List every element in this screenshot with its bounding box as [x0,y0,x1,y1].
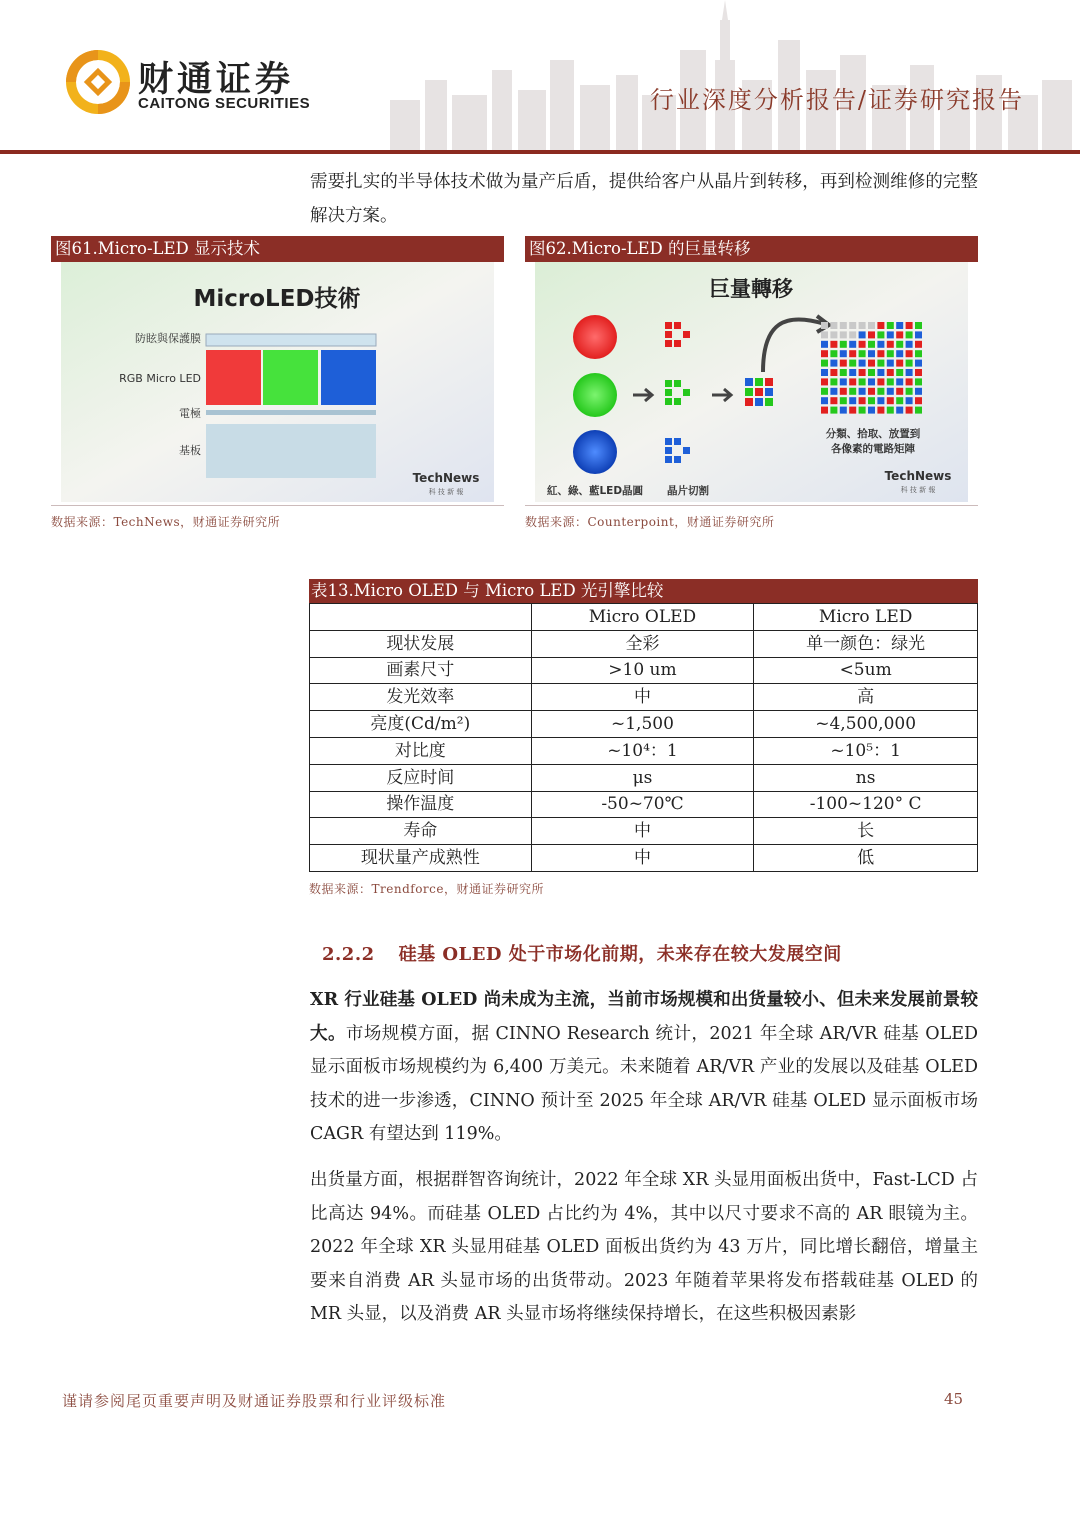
figure-61-image [51,262,504,506]
matrix-pixel [849,397,856,404]
matrix-pixel [868,322,875,329]
table-cell: ns [754,764,978,791]
matrix-pixel [896,360,903,367]
matrix-pixel [915,322,922,329]
label-substrate: 基板 [179,444,201,457]
technews-watermark-sub: 科 技 新 報 [428,488,464,496]
figure-61 [51,262,504,506]
matrix-pixel [915,407,922,414]
matrix-pixel [877,378,884,385]
figure-62-source: 数据来源：Counterpoint，财通证券研究所 [525,515,775,529]
intro-paragraph: 需要扎实的半导体技术做为量产后盾，提供给客户从晶片到转移，再到检测维修的完整解决方案。 [310,172,978,226]
matrix-pixel [877,397,884,404]
table-cell: <5um [754,657,978,684]
brand-name-en: CAITONG SECURITIES [138,95,311,112]
table-cell: ~1,500 [531,711,754,738]
matrix-pixel [859,341,866,348]
table-row [310,711,978,738]
matrix-pixel [849,378,856,385]
matrix-pixel [877,350,884,357]
matrix-pixel [849,388,856,395]
table-cell: 低 [754,845,978,872]
technews-watermark: TechNews [412,471,480,485]
table-row [310,845,978,872]
table-header-row [310,604,978,631]
matrix-pixel [859,360,866,367]
table-cell: 画素尺寸 [310,657,532,684]
figure-62-title: 图62.Micro-LED 的巨量转移 [525,236,978,262]
matrix-pixel [840,322,847,329]
figure-62-image [525,262,978,506]
matrix-pixel [868,350,875,357]
matrix-pixel [840,341,847,348]
matrix-pixel [830,341,837,348]
matrix-pixel [906,397,913,404]
table-cell: 操作温度 [310,791,532,818]
table-cell: ~4,500,000 [754,711,978,738]
table-cell: 高 [754,684,978,711]
header-divider [0,150,1080,154]
matrix-pixel [896,397,903,404]
matrix-pixel [906,350,913,357]
matrix-pixel [840,369,847,376]
table-cell: 长 [754,818,978,845]
matrix-pixel [896,388,903,395]
matrix-pixel [906,360,913,367]
matrix-pixel [830,369,837,376]
table-row [310,684,978,711]
table-row [310,630,978,657]
technews-watermark-sub: 科 技 新 報 [900,486,936,494]
matrix-pixel [821,350,828,357]
matrix-pixel [868,388,875,395]
caption-left: 紅、綠、藍LED晶圓 [546,485,644,497]
table-row [310,791,978,818]
matrix-pixel [915,378,922,385]
matrix-pixel [887,369,894,376]
matrix-pixel [887,331,894,338]
fig62-heading: 巨量轉移 [709,277,793,301]
comparison-table [309,603,978,872]
table-cell: >10 um [531,657,754,684]
table-cell [310,604,532,631]
table-cell: 亮度(Cd/m²) [310,711,532,738]
section-number: 2.2.2 [322,944,375,965]
matrix-pixel [859,350,866,357]
matrix-pixel [840,397,847,404]
matrix-pixel [915,341,922,348]
matrix-pixel [915,388,922,395]
matrix-pixel [868,331,875,338]
matrix-pixel [887,350,894,357]
figure-61-source: 数据来源：TechNews，财通证券研究所 [51,515,281,529]
paragraph-1-body: 市场规模方面，据 CINNO Research 统计，2021 年全球 AR/VR 硅基 OLED 显示面板市场规模约为 6,400 万美元。未来随着 AR/VR 产业的发展以及硅基 OLED 技术的进一步渗透，CINNO 预计至 2025 年全球 AR/VR 硅基 OLED 显示面板市场 CAGR 有望达到 119%。 [310,1023,979,1144]
matrix-pixel [821,388,828,395]
matrix-pixel [887,341,894,348]
matrix-pixel [821,331,828,338]
table-cell: 反应时间 [310,764,532,791]
label-electrode: 電極 [179,407,201,420]
city-skyline-decoration [380,0,1080,150]
substrate-layer [206,424,376,478]
matrix-pixel [868,369,875,376]
paragraph-1-lead: XR 行业硅基 OLED 尚未成为主流，当前市场规模和出货量较小、但未来发展前景较大。 [310,990,978,1044]
matrix-pixel [915,369,922,376]
matrix-pixel [896,341,903,348]
table-cell: 中 [531,684,754,711]
matrix-pixel [849,341,856,348]
technews-watermark: TechNews [884,469,952,483]
matrix-pixel [906,388,913,395]
matrix-pixel [830,322,837,329]
matrix-pixel [868,341,875,348]
matrix-pixel [877,407,884,414]
matrix-pixel [849,369,856,376]
section-title: 硅基 OLED 处于市场化前期，未来存在较大发展空间 [398,944,842,965]
brand-name-cn: 财通证券 [138,60,295,100]
matrix-pixel [887,378,894,385]
label-rgb: RGB Micro LED [119,372,201,385]
table-cell: 对比度 [310,737,532,764]
fig61-heading: MicroLED技術 [193,286,361,312]
matrix-pixel [877,322,884,329]
table-cell: -50~70℃ [531,791,754,818]
green-wafer [573,373,617,417]
matrix-pixel [849,322,856,329]
matrix-pixel [821,407,828,414]
matrix-pixel [821,322,828,329]
table-cell: ~10⁵：1 [754,737,978,764]
matrix-pixel [906,331,913,338]
section-heading [322,940,842,966]
green-led [263,350,318,405]
matrix-pixel [840,388,847,395]
matrix-pixel [877,331,884,338]
table-cell: 全彩 [531,630,754,657]
matrix-pixel [896,322,903,329]
matrix-pixel [906,407,913,414]
label-film: 防眩與保護膜 [135,332,201,345]
matrix-pixel [859,322,866,329]
matrix-pixel [896,331,903,338]
table-cell: 寿命 [310,818,532,845]
matrix-pixel [887,322,894,329]
matrix-pixel [830,378,837,385]
matrix-pixel [915,397,922,404]
matrix-pixel [830,388,837,395]
matrix-pixel [821,369,828,376]
table-cell: μs [531,764,754,791]
matrix-pixel [830,360,837,367]
matrix-pixel [915,360,922,367]
matrix-pixel [859,331,866,338]
table-cell: 发光效率 [310,684,532,711]
matrix-pixel [915,331,922,338]
matrix-pixel [840,378,847,385]
table-row [310,657,978,684]
table-cell: -100~120° C [754,791,978,818]
page-header [0,0,1080,156]
blue-led [321,350,376,405]
table-cell: 单一颜色：绿光 [754,630,978,657]
matrix-pixel [887,360,894,367]
report-type: 行业深度分析报告/证券研究报告 [649,86,1024,114]
matrix-pixel [877,388,884,395]
matrix-pixel [830,407,837,414]
paragraph-1 [310,984,978,1152]
matrix-pixel [830,350,837,357]
matrix-pixel [859,407,866,414]
table-row [310,764,978,791]
matrix-pixel [821,378,828,385]
matrix-pixel [840,407,847,414]
matrix-pixel [859,369,866,376]
table-cell: 中 [531,845,754,872]
matrix-pixel [868,378,875,385]
mixed-chips [745,378,773,406]
page-number: 45 [944,1390,964,1408]
matrix-pixel [896,407,903,414]
matrix-pixel [906,341,913,348]
table-cell: Micro OLED [531,604,754,631]
red-wafer [573,315,617,359]
matrix-pixel [830,331,837,338]
footer-disclaimer: 谨请参阅尾页重要声明及财通证券股票和行业评级标准 [62,1392,447,1410]
table-cell: 现状发展 [310,630,532,657]
matrix-pixel [868,397,875,404]
matrix-pixel [906,369,913,376]
blue-wafer [573,430,617,474]
table-cell: 现状量产成熟性 [310,845,532,872]
caption-mid: 晶片切割 [667,485,709,497]
electrode-layer [206,410,376,415]
matrix-pixel [868,360,875,367]
matrix-pixel [830,397,837,404]
matrix-pixel [859,378,866,385]
matrix-pixel [849,331,856,338]
matrix-pixel [896,378,903,385]
matrix-pixel [840,331,847,338]
table-cell: ~10⁴：1 [531,737,754,764]
caption-right-2: 各像素的電路矩陣 [831,443,915,455]
matrix-pixel [840,360,847,367]
matrix-pixel [859,397,866,404]
table-13-source: 数据来源：Trendforce，财通证券研究所 [309,882,544,896]
matrix-pixel [849,407,856,414]
paragraph-2: 出货量方面，根据群智咨询统计，2022 年全球 XR 头显用面板出货中，Fast-LCD 占比高达 94%。而硅基 OLED 占比约为 4%，其中以尺寸要求不高的 AR 眼镜为主。2022 年全球 XR 头显用硅基 OLED 面板出货约为 43 万片，同比增长翻倍，增量主要来自消费 AR 头显市场的出货带动。2023 年随着苹果将发布搭载硅基 OLED 的 MR 头显，以及消费 AR 头显市场将继续保持增长，在这些积极因素影 [310,1170,978,1324]
matrix-pixel [896,369,903,376]
matrix-pixel [821,360,828,367]
matrix-pixel [877,341,884,348]
red-led [206,350,261,405]
matrix-pixel [849,360,856,367]
matrix-pixel [859,388,866,395]
matrix-pixel [906,378,913,385]
matrix-pixel [821,397,828,404]
caitong-logo [62,46,134,118]
matrix-pixel [840,350,847,357]
matrix-pixel [849,350,856,357]
matrix-pixel [887,407,894,414]
matrix-pixel [896,350,903,357]
matrix-pixel [887,388,894,395]
protective-film-layer [206,334,376,346]
table-cell: 中 [531,818,754,845]
matrix-pixel [877,369,884,376]
matrix-pixel [906,322,913,329]
figure-62 [525,262,978,506]
figure-61-title: 图61.Micro-LED 显示技术 [51,236,504,262]
matrix-pixel [821,341,828,348]
table-row [310,818,978,845]
table-row [310,737,978,764]
matrix-pixel [877,360,884,367]
matrix-pixel [868,407,875,414]
matrix-pixel [887,397,894,404]
matrix-pixel [915,350,922,357]
table-cell: Micro LED [754,604,978,631]
table-13-title: 表13.Micro OLED 与 Micro LED 光引擎比较 [309,579,978,603]
caption-right-1: 分類、拾取、放置到 [825,428,921,440]
